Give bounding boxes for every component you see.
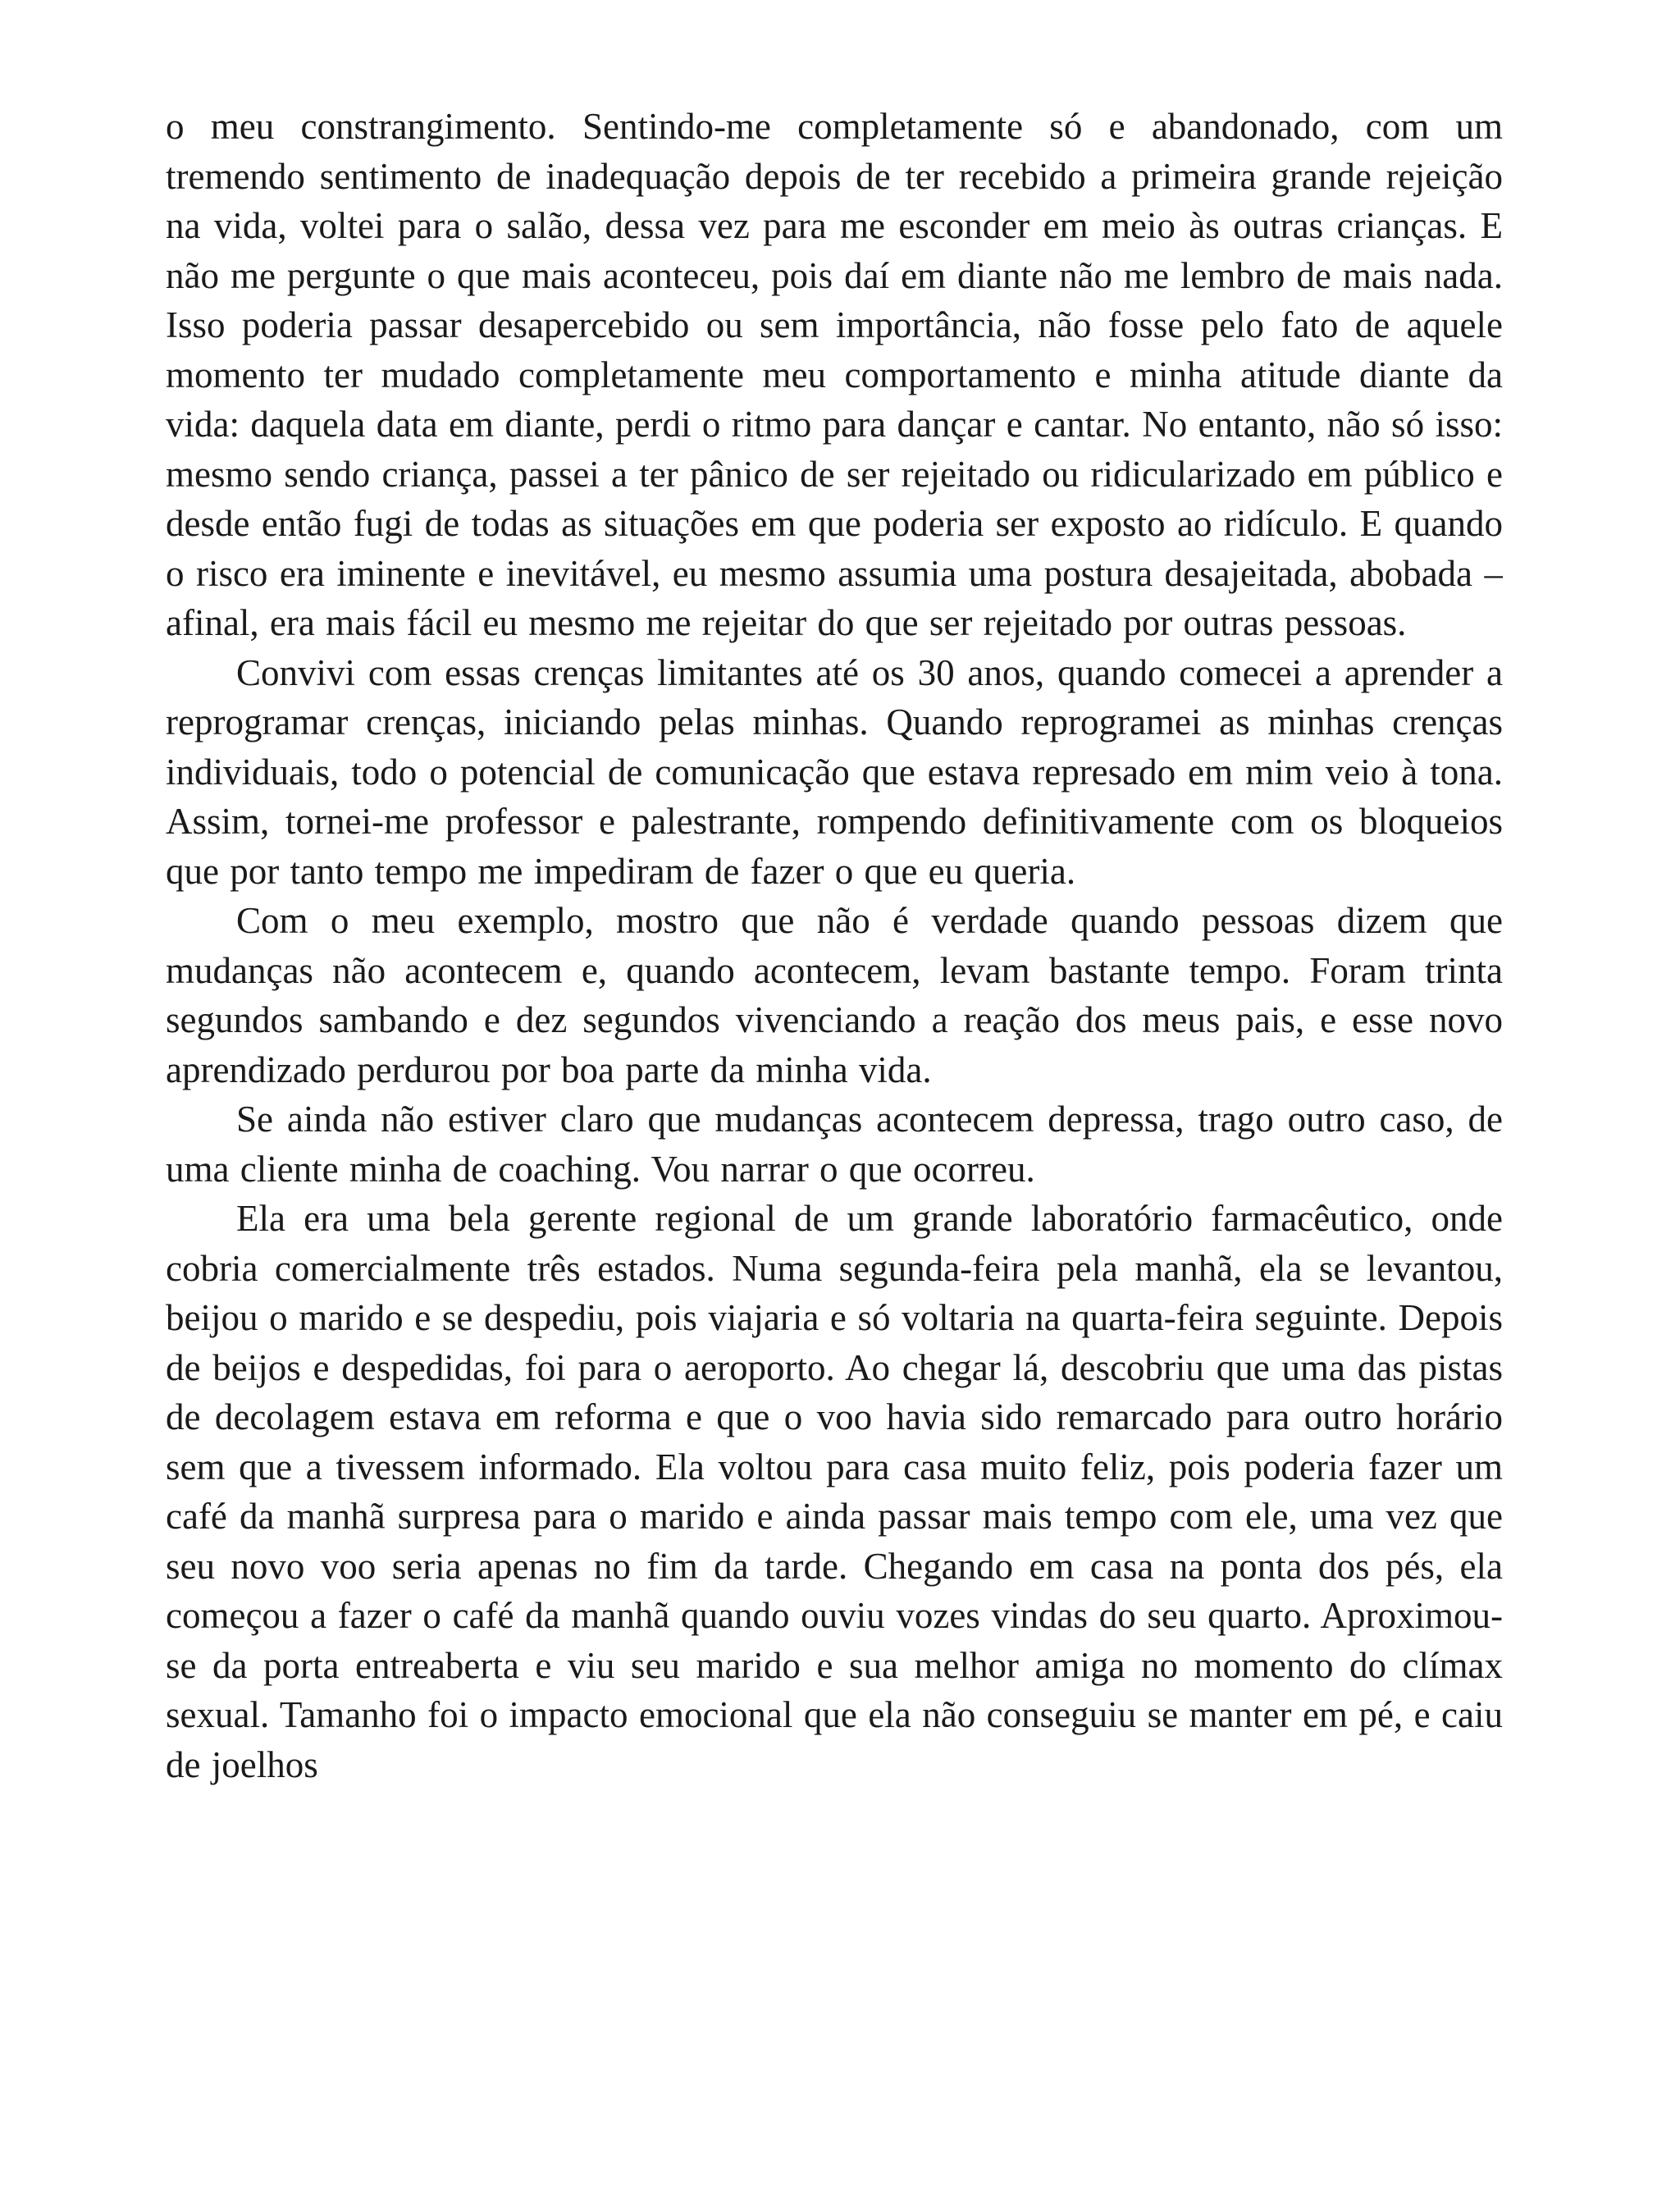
paragraph-2: Convivi com essas crenças limitantes até os 30 anos, quando comecei a aprender a reprogramar crenças, iniciando pelas minhas. Quando reprogramei as minhas crenças individuais, todo o potencial de comunicação que estava represado em mim veio à tona. Assim, tornei-me professor e palestrante, rompendo definitivamente com os bloqueios que por tanto tempo me impediram de fazer o que eu queria. — [166, 651, 1503, 892]
paragraph-1: o meu constrangimento. Sentindo-me completamente só e abandonado, com um tremendo sentimento de inadequação depois de ter recebido a primeira grande rejeição na vida, voltei para o salão, dessa vez para me esconder em meio às outras crianças. E não me pergunte o que mais aconteceu, pois daí em diante não me lembro de mais nada. Isso poderia passar desapercebido ou sem importância, não fosse pelo fato de aquele momento ter mudado completamente meu comportamento e minha atitude diante da vida: daquela data em diante, perdi o ritmo para dançar e cantar. No entanto, não só isso: mesmo sendo criança, passei a ter pânico de ser rejeitado ou ridicularizado em público e desde então fugi de todas as situações em que poderia ser exposto ao ridículo. E quando o risco era iminente e inevitável, eu mesmo assumia uma postura desajeitada, abobada – afinal, era mais fácil eu mesmo me rejeitar do que ser rejeitado por outras pessoas. — [166, 106, 1503, 643]
paragraph-5: Ela era uma bela gerente regional de um grande laboratório farmacêutico, onde cobria comercialmente três estados. Numa segunda-feira pela manhã, ela se levantou, beijou o marido e se despediu, pois viajaria e só voltaria na quarta-feira seguinte. Depois de beijos e despedidas, foi para o aeroporto. Ao chegar lá, descobriu que uma das pistas de decolagem estava em reforma e que o voo havia sido remarcado para outro horário sem que a tivessem informado. Ela voltou para casa muito feliz, pois poderia fazer um café da manhã surpresa para o marido e ainda passar mais tempo com ele, uma vez que seu novo voo seria apenas no fim da tarde. Chegando em casa na ponta dos pés, ela começou a fazer o café da manhã quando ouviu vozes vindas do seu quarto. Aproximou-se da porta entreaberta e viu seu marido e sua melhor amiga no momento do clímax sexual. Tamanho foi o impacto emocional que ela não conseguiu se manter em pé, e caiu de joelhos — [166, 1198, 1503, 1785]
book-page — [166, 102, 1503, 2169]
paragraph-4: Se ainda não estiver claro que mudanças acontecem depressa, trago outro caso, de uma cliente minha de coaching. Vou narrar o que ocorreu. — [166, 1099, 1503, 1190]
paragraph-3: Com o meu exemplo, mostro que não é verdade quando pessoas dizem que mudanças não acontecem e, quando acontecem, levam bastante tempo. Foram trinta segundos sambando e dez segundos vivenciando a reação dos meus pais, e esse novo aprendizado perdurou por boa parte da minha vida. — [166, 900, 1503, 1090]
